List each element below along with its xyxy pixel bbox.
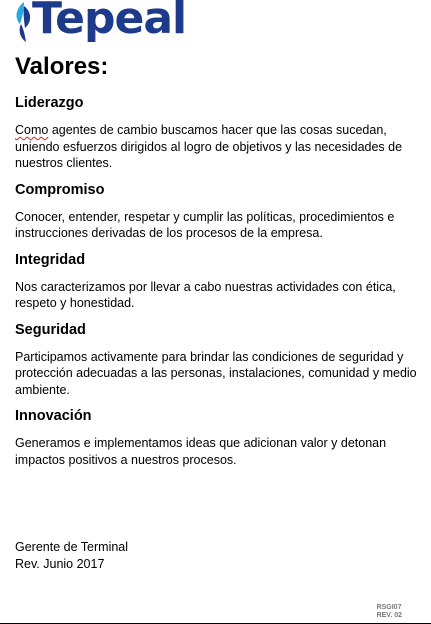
section-body: Nos caracterizamos por llevar a cabo nuestras actividades con ética, respeto y honestidad. bbox=[15, 279, 396, 310]
document-code-id: RSGI07 bbox=[376, 604, 402, 611]
section-body bbox=[15, 122, 420, 172]
logo-wordmark: Tepeal bbox=[32, 0, 187, 44]
signature-block bbox=[15, 539, 128, 572]
section-heading: Liderazgo bbox=[15, 95, 84, 111]
section-body: Conocer, entender, respetar y cumplir las políticas, procedimientos e instrucciones derivadas de los procesos de la empresa. bbox=[15, 209, 395, 240]
section-body: Participamos activamente para brindar las condiciones de seguridad y protección adecuadas a las personas, instalaciones, comunidad y medio ambiente. bbox=[15, 349, 417, 397]
value-section-seguridad bbox=[15, 321, 420, 399]
value-section-integridad bbox=[15, 251, 420, 312]
section-heading: Compromiso bbox=[15, 181, 105, 198]
value-section-innovacion bbox=[15, 407, 420, 468]
document-code bbox=[377, 604, 402, 620]
section-body: Generamos e implementamos ideas que adicionan valor y detonan impactos positivos a nuestros procesos. bbox=[15, 436, 387, 467]
values-list bbox=[15, 94, 420, 477]
signature-role: Gerente de Terminal bbox=[15, 540, 129, 554]
spell-error-word: Como bbox=[15, 123, 49, 137]
section-body-text: agentes de cambio buscamos hacer que las cosas sucedan, uniendo esfuerzos dirigidos al logro de objetivos y las necesidades de nuestros clientes. bbox=[15, 123, 403, 170]
document-code-rev: REV. 02 bbox=[376, 612, 402, 619]
value-section-liderazgo bbox=[15, 94, 420, 172]
value-section-compromiso bbox=[15, 181, 420, 242]
section-heading: Innovación bbox=[15, 408, 92, 424]
section-heading: Integridad bbox=[15, 251, 86, 268]
page-title: Valores: bbox=[15, 53, 109, 80]
signature-revision: Rev. Junio 2017 bbox=[15, 556, 105, 571]
section-heading: Seguridad bbox=[15, 321, 86, 338]
company-logo bbox=[12, 0, 187, 46]
